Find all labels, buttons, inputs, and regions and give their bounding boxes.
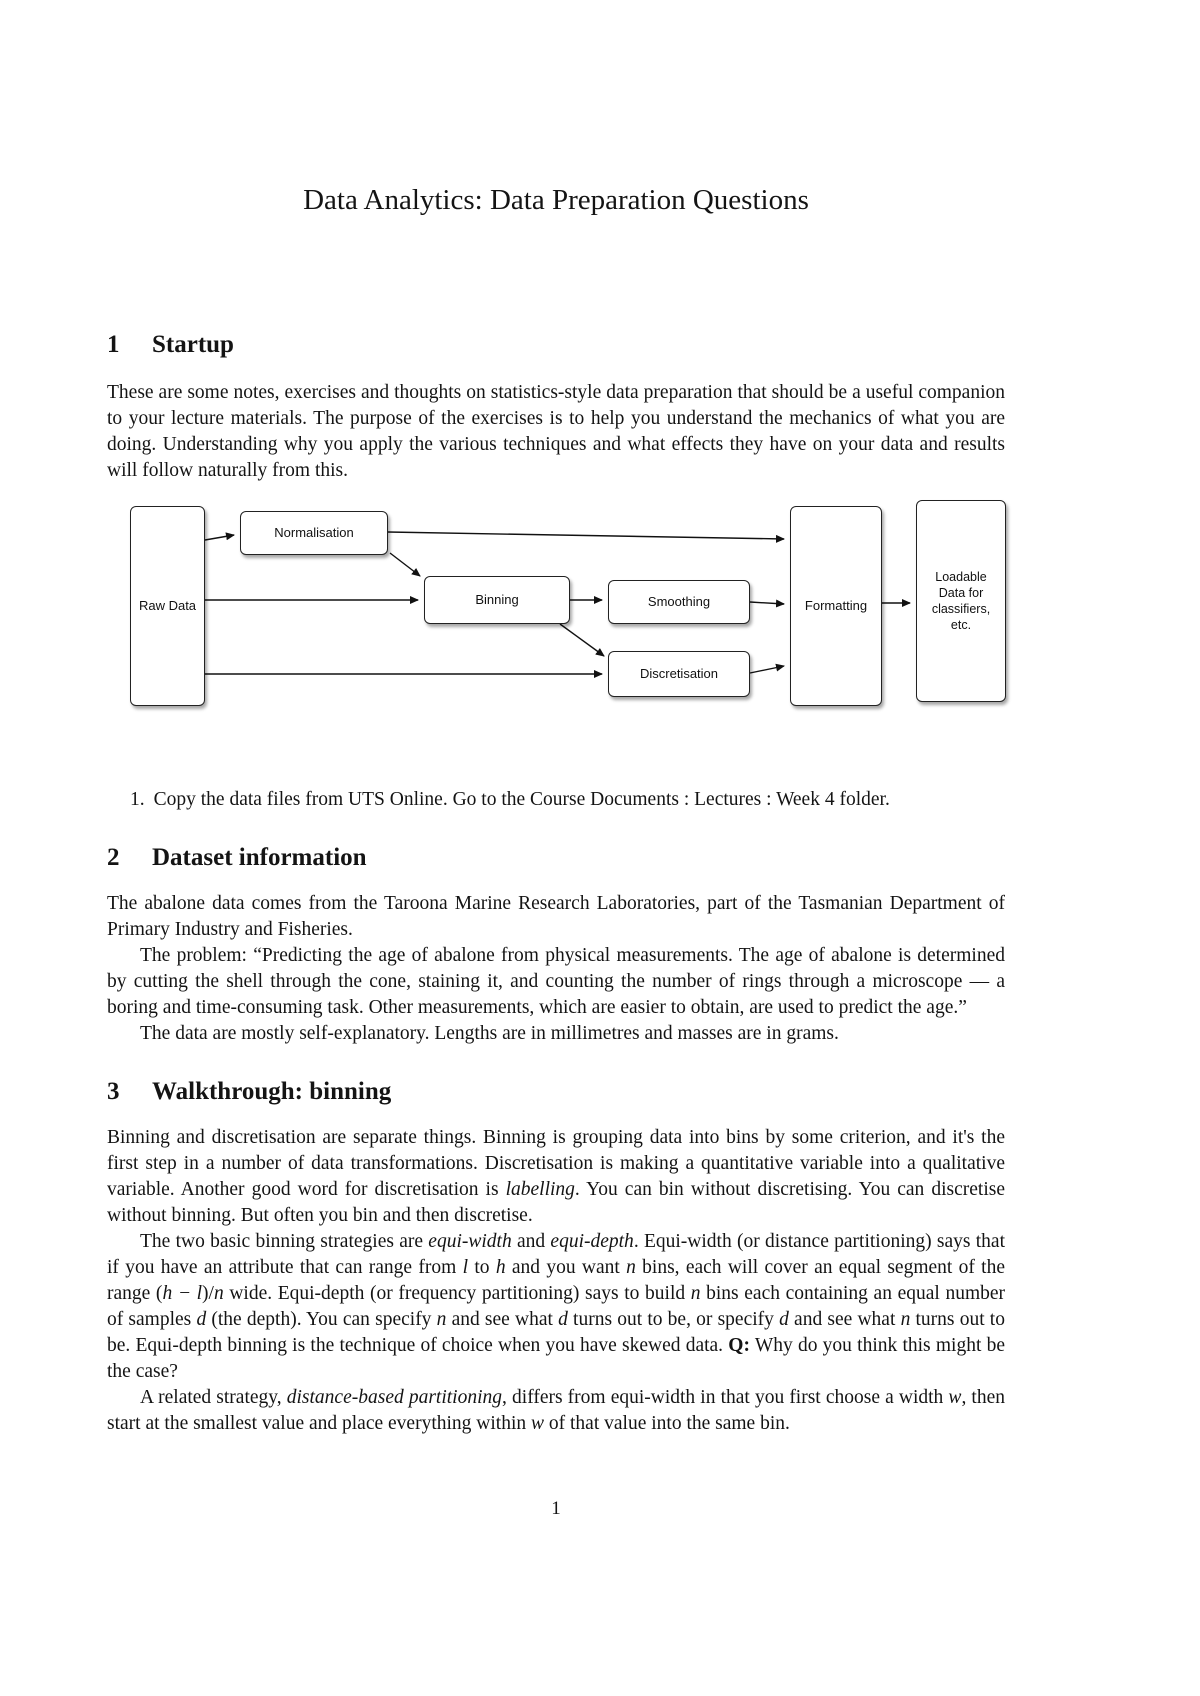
list-item-text: Copy the data files from UTS Online. Go to the Course Documents : Lectures : Week 4 folder. [153, 789, 890, 810]
section-2-paragraph-3: The data are mostly self-explanatory. Lengths are in millimetres and masses are in grams. [140, 1023, 839, 1044]
diagram-box-formatting: Formatting [790, 506, 882, 706]
diagram-box-raw-data: Raw Data [130, 506, 205, 706]
section-2-number: 2 [107, 844, 120, 871]
section-2-paragraph-1: The abalone data comes from the Taroona Marine Research Laboratories, part of the Tasmanian Department of Primary Industry and Fisheries. [107, 893, 1005, 940]
section-1-paragraph: These are some notes, exercises and thoughts on statistics-style data preparation that should be a useful companion to your lecture materials. The purpose of the exercises is to help you understand the mechanics of what you are doing. Understanding why you apply the various techniques and what effects they have on your data and results will follow naturally from this. [107, 382, 1005, 481]
section-3-paragraph-1: Binning and discretisation are separate things. Binning is grouping data into bins by some criterion, and it's the first step in a number of data transformations. Discretisation is making a quantitative variable into a qualitative variable. Another good word for discretisation is labelling. You can bin without discretising. You can discretise without binning. But often you bin and then discretise. [107, 1127, 1005, 1226]
numbered-list-item [107, 787, 1005, 813]
diagram-box-smoothing: Smoothing [608, 580, 750, 624]
diagram-box-binning: Binning [424, 576, 570, 624]
diagram-box-loadable-data: Loadable Data for classifiers, etc. [916, 500, 1006, 702]
arrow-discretisation-to-formatting [750, 666, 784, 673]
section-1-heading [107, 330, 1005, 360]
section-3-paragraph-3: A related strategy, distance-based partitioning, differs from equi-width in that you first choose a width w, then start at the smallest value and place everything within w of that value into the same bin. [107, 1387, 1006, 1434]
section-1-title: Startup [152, 331, 234, 358]
page-number: 1 [551, 1498, 561, 1519]
section-2-paragraph-2: The problem: “Predicting the age of abalone from physical measurements. The age of abalone is determined by cutting the shell through the cone, staining it, and counting the number of rings through a microscope — a boring and time-consuming task. Other measurements, which are easier to obtain, are used to predict the age.” [107, 945, 1005, 1018]
document-title: Data Analytics: Data Preparation Questions [303, 184, 809, 216]
section-2-title: Dataset information [152, 844, 367, 871]
diagram-box-normalisation: Normalisation [240, 511, 388, 555]
section-3-number: 3 [107, 1078, 120, 1105]
section-3-heading [107, 1077, 1005, 1107]
arrow-raw-to-normalisation [205, 535, 234, 540]
arrow-normalisation-to-formatting [388, 532, 784, 539]
list-item-number: 1. [130, 789, 145, 810]
data-preparation-flow-diagram [107, 496, 1007, 741]
section-3-paragraph-2: The two basic binning strategies are equi-width and equi-depth. Equi-width (or distance partitioning) says that if you have an attribute that can range from l to h and you want n bins, each will cover an equal segment of the range (h − l)/n wide. Equi-depth (or frequency partitioning) says to build n bins each containing an equal number of samples d (the depth). You can specify n and see what d turns out to be, or specify d and see what n turns out to be. Equi-depth binning is the technique of choice when you have skewed data. Q: Why do you think this might be the case? [107, 1231, 1006, 1382]
arrow-smoothing-to-formatting [750, 602, 784, 604]
arrow-normalisation-to-binning [390, 553, 420, 576]
section-1-number: 1 [107, 331, 120, 358]
diagram-box-discretisation: Discretisation [608, 651, 750, 697]
section-3-title: Walkthrough: binning [152, 1078, 392, 1105]
arrow-binning-to-discretisation [560, 624, 604, 656]
section-2-heading [107, 843, 1005, 873]
